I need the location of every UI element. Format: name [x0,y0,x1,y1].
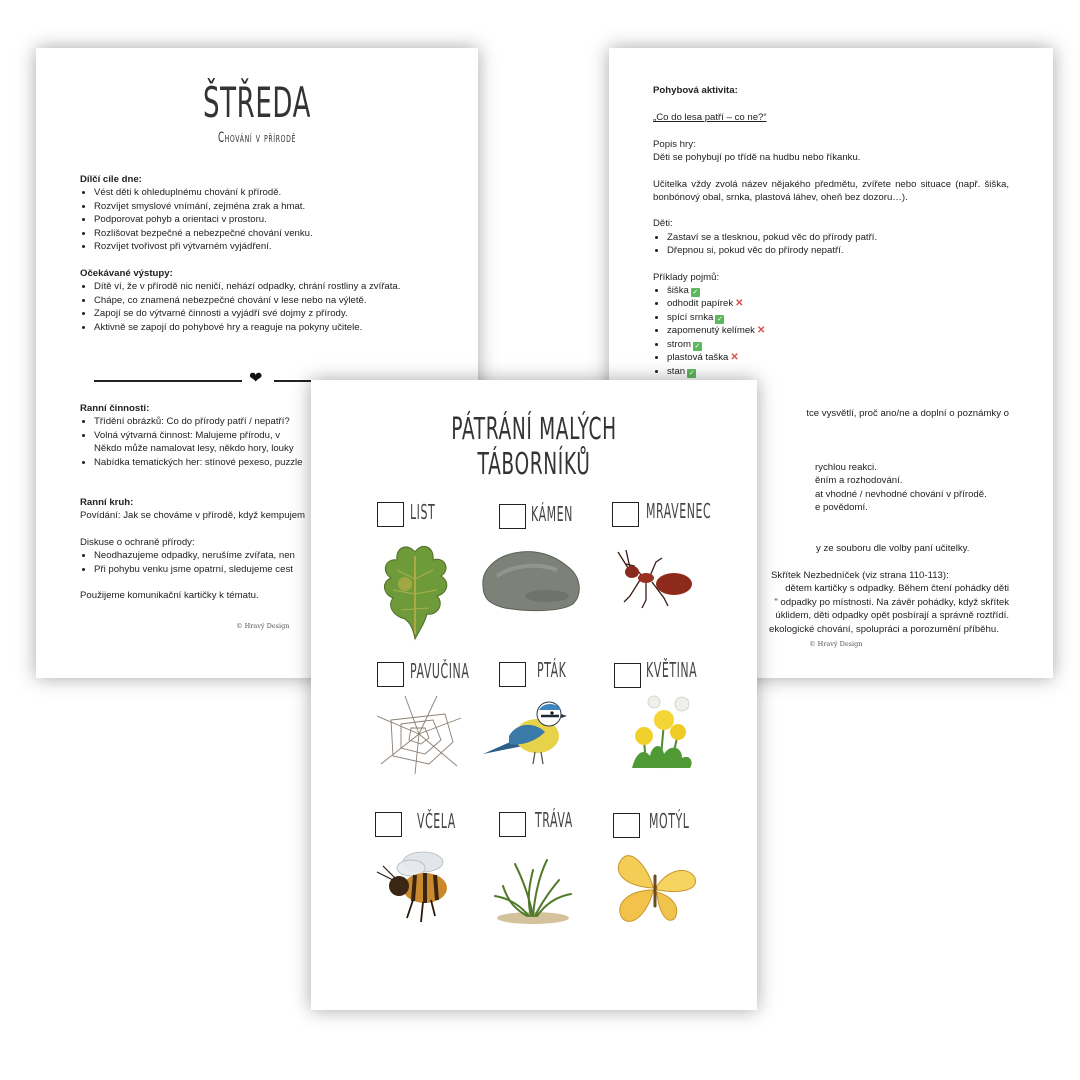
kids-heading: Děti: [653,218,673,230]
goal-item: • Rozlišovat bezpečné a nebezpečné chování venku. [94,227,438,240]
discussion-heading: Diskuse o ochraně přírody: [80,536,195,548]
hunt-item-stone [497,498,627,648]
ant-icon [612,544,702,614]
desc-heading: Popis hry: [653,138,696,150]
heart-icon: ❤ [249,370,263,387]
example-item: • stan ✓ [667,365,1009,378]
copyright: © Hravý Design [236,622,290,630]
checkbox[interactable] [377,502,404,527]
game-title: „Co do lesa patří – co ne?“ [653,112,767,124]
outcome-item: • Chápe, co znamená nebezpečné chování v lese nebo na výletě. [94,294,438,307]
bee-icon [373,848,463,928]
item-label: PAVUČINA [410,659,470,683]
checkbox[interactable] [499,812,526,837]
check-icon: ✓ [716,315,723,323]
activity-section [653,84,1009,378]
explain-fragment: tce vysvětlí, proč ano/ne a doplní o poznámky o [806,408,1009,419]
checkbox[interactable] [377,662,404,687]
outcomes-section [80,267,438,334]
goals-heading: Dílčí cíle dne: [80,174,142,185]
examples-heading: Příklady pojmů: [653,271,720,283]
teacher-text: Učitelka vždy zvolá název nějakého předmětu, zvířete nebo situace (např. šiška, bonbónový obal, srnka, plastová láhev, oheň bez dozoru…). [653,178,1009,204]
goal-item: • Vést děti k ohleduplnému chování k přírodě. [94,186,438,199]
item-label: MRAVENEC [646,499,712,523]
item-label: KÁMEN [531,502,573,526]
morning-item: • Volná výtvarná činnost: Malujeme přírodu, v Někdo může namalovat lesy, někdo hory, louky [94,429,438,456]
cross-icon: ✕ [735,298,744,310]
hunt-item-grass [497,808,627,958]
example-item: • odhodit papírek ✕ [667,297,1009,310]
checkbox[interactable] [499,662,526,687]
example-item: • plastová taška ✕ [667,351,1009,364]
copyright: © Hravý Design [809,640,863,648]
checkbox[interactable] [614,663,641,688]
example-item: • šiška ✓ [667,284,1009,297]
flower-icon [620,692,700,772]
page-title: ŠTŘEDA [202,78,312,127]
page-subtitle: Chování v přírodě [217,130,297,146]
circle-text: Povídání: Jak se chováme v přírodě, když kempujem [80,510,306,522]
morning-heading: Ranní činnosti: [80,403,150,414]
stone-icon [477,546,587,616]
hunt-item-ant [612,498,742,648]
checkbox[interactable] [375,812,402,837]
goals-section [80,173,438,253]
grass-icon [489,856,575,926]
morning-item: • Třídění obrázků: Co do přírody patří / nepatří? [94,415,438,428]
item-label: TRÁVA [535,808,573,832]
check-icon: ✓ [688,369,695,377]
outcome-item: • Aktivně se zapojí do pohybové hry a reaguje na pokyny učitele. [94,321,438,334]
goal-item: • Rozvíjet tvořivost při výtvarném vyjádření. [94,240,438,253]
item-label: PTÁK [537,658,567,682]
hunt-item-butterfly [613,808,743,958]
morning-item: • Nabídka tematických her: stínové pexeso, puzzle [94,456,438,469]
hunt-item-bee [373,808,503,958]
page-scavenger-hunt [311,380,757,1010]
outcomes-heading: Očekávané výstupy: [80,268,173,279]
cards-text: Použijeme komunikační kartičky k tématu. [80,590,259,602]
discussion-item: • Při pohybu venku jsme opatrní, sledujeme cest [94,563,438,576]
kids-item: • Dřepnou si, pokud věc do přírody nepatří. [667,244,1009,257]
example-item: • zapomenutý kelímek ✕ [667,324,1009,337]
goal-item: • Podporovat pohyb a orientaci v prostoru. [94,213,438,226]
outcome-item: • Dítě ví, že v přírodě nic neničí, nehází odpadky, chrání rostliny a zvířata. [94,280,438,293]
checkbox[interactable] [613,813,640,838]
checkbox[interactable] [612,502,639,527]
spider-web-icon [375,694,463,776]
outcome-item: • Zapojí se do výtvarné činnosti a vyjádří své dojmy z přírody. [94,307,438,320]
bird-icon [479,692,579,772]
item-label: KVĚTINA [646,658,698,682]
activity-heading: Pohybová aktivita: [653,85,738,96]
hunt-item-flower [614,658,744,808]
check-icon: ✓ [692,289,699,297]
example-item: • spící srnka ✓ [667,311,1009,324]
desc-text: Děti se pohybují po třídě na hudbu nebo říkanku. [653,152,861,164]
butterfly-icon [609,846,701,932]
story-fragment: Skřítek Nezbedníček (viz strana 110-113): dětem kartičky s odpadky. Během čtení pohádky děti " odpadky po místnosti. Na závěr pohádky, když skřítek úklidem, děti odpadky opět posbírají a správně roztřídí. ekologické chování, spolupráci a porozumění příběhu. [769,570,1009,635]
item-label: LIST [410,500,436,524]
song-fragment: y ze souboru dle volby paní učitelky. [816,543,970,554]
checkbox[interactable] [499,504,526,529]
cross-icon: ✕ [756,325,766,337]
cross-icon: ✕ [730,352,739,364]
reasons-fragment: rychlou reakci. ěním a rozhodování. at vhodné / nevhodné chování v přírodě. e povědomí. [815,462,987,514]
item-label: VČELA [417,809,456,833]
item-label: MOTÝL [649,809,690,833]
check-icon: ✓ [694,342,701,350]
oak-leaf-icon [375,534,455,644]
goal-item: • Rozvíjet smyslové vnímání, zejména zrak a hmat. [94,200,438,213]
hunt-item-bird [497,658,627,808]
discussion-item: • Neodhazujeme odpadky, nerušíme zvířata, nen [94,549,438,562]
kids-item: • Zastaví se a tlesknou, pokud věc do přírody patří. [667,231,1009,244]
circle-heading: Ranní kruh: [80,497,134,508]
hunt-title: PÁTRÁNÍ MALÝCH TÁBORNÍKŮ [451,412,617,482]
example-item: • strom ✓ [667,338,1009,351]
